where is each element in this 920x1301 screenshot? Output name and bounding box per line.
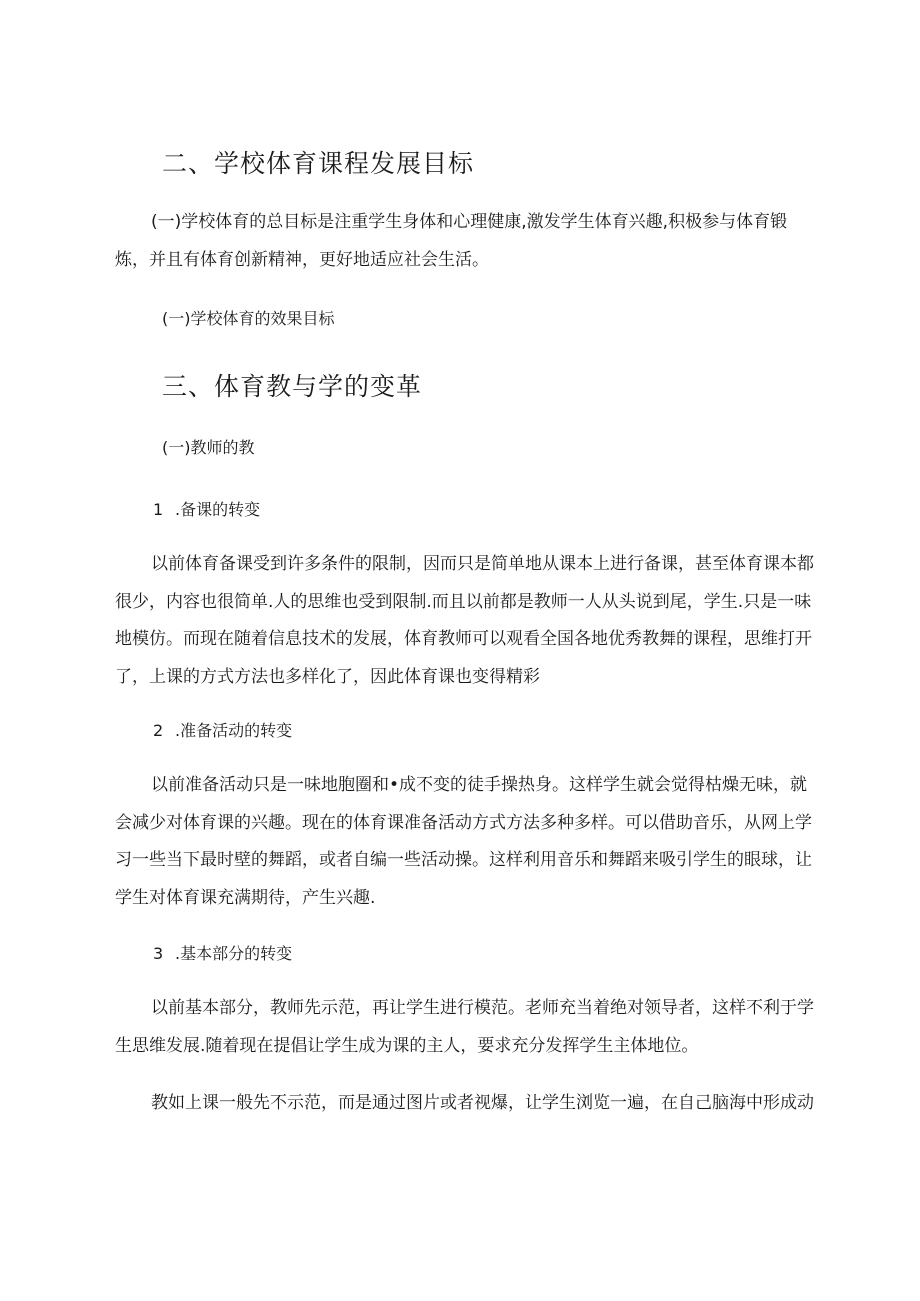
item-heading-warmup <box>153 723 292 739</box>
paragraph-demo: 教如上课一般先不示范，而是通过图片或者视爆，让学生浏览一遍，在自己脑海中形成动 <box>151 1093 814 1113</box>
paragraph-warmup: 以前准备活动只是一味地胞圈和•成不变的徒手操热身。这样学生就会觉得枯燥无味，就会减少对体育课的兴趣。现在的体育课准备活动方式方法多种多样。可以借助音乐，从网上学习一些当下最时壁的舞蹈，或者自编一些活动操。这样利用音乐和舞蹈来吸引学生的眼球，让学生对体育课充满期待，产生兴趣. <box>115 775 812 908</box>
section-heading-goals: 二、学校体育课程发展目标 <box>162 149 475 178</box>
paragraph-overall-goal: (一)学校体育的总目标是注重学生身体和心理健康,激发学生体育兴趣,积极参与体育锻炼，并且有体育创新精神，更好地适应社会生活。 <box>115 212 788 270</box>
subheading-effect-goal: (一)学校体育的效果目标 <box>162 309 335 328</box>
subheading-teacher-teaching: (一)教师的教 <box>162 438 255 457</box>
item-title: .备课的转变 <box>175 500 261 519</box>
item-heading-main-part <box>153 946 292 962</box>
item-title: .准备活动的转变 <box>175 721 293 740</box>
paragraph-main-part: 以前基本部分，教师先示范，再让学生进行模范。老师充当着绝对领导者，这样不利于学生思维发展.随着现在提倡让学生成为课的主人，要求充分发挥学生主体地位。 <box>115 998 814 1056</box>
item-number: 2 <box>153 721 164 740</box>
item-title: .基本部分的转变 <box>175 944 293 963</box>
item-heading-lesson-prep <box>153 502 260 518</box>
section-heading-reform: 三、体育教与学的变革 <box>162 372 423 401</box>
item-number: 1 <box>153 500 164 519</box>
paragraph-lesson-prep: 以前体育备课受到许多条件的限制，因而只是简单地从课本上进行备课，甚至体育课本都很少，内容也很简单.人的思维也受到限制.而且以前都是教师一人从头说到尾，学生.只是一味地模仿。而现在随着信息技术的发展，体育教师可以观看全国各地优秀教舞的课程，思维打开了，上课的方式方法也多样化了，因此体育课也变得精彩 <box>115 554 814 687</box>
item-number: 3 <box>153 944 164 963</box>
